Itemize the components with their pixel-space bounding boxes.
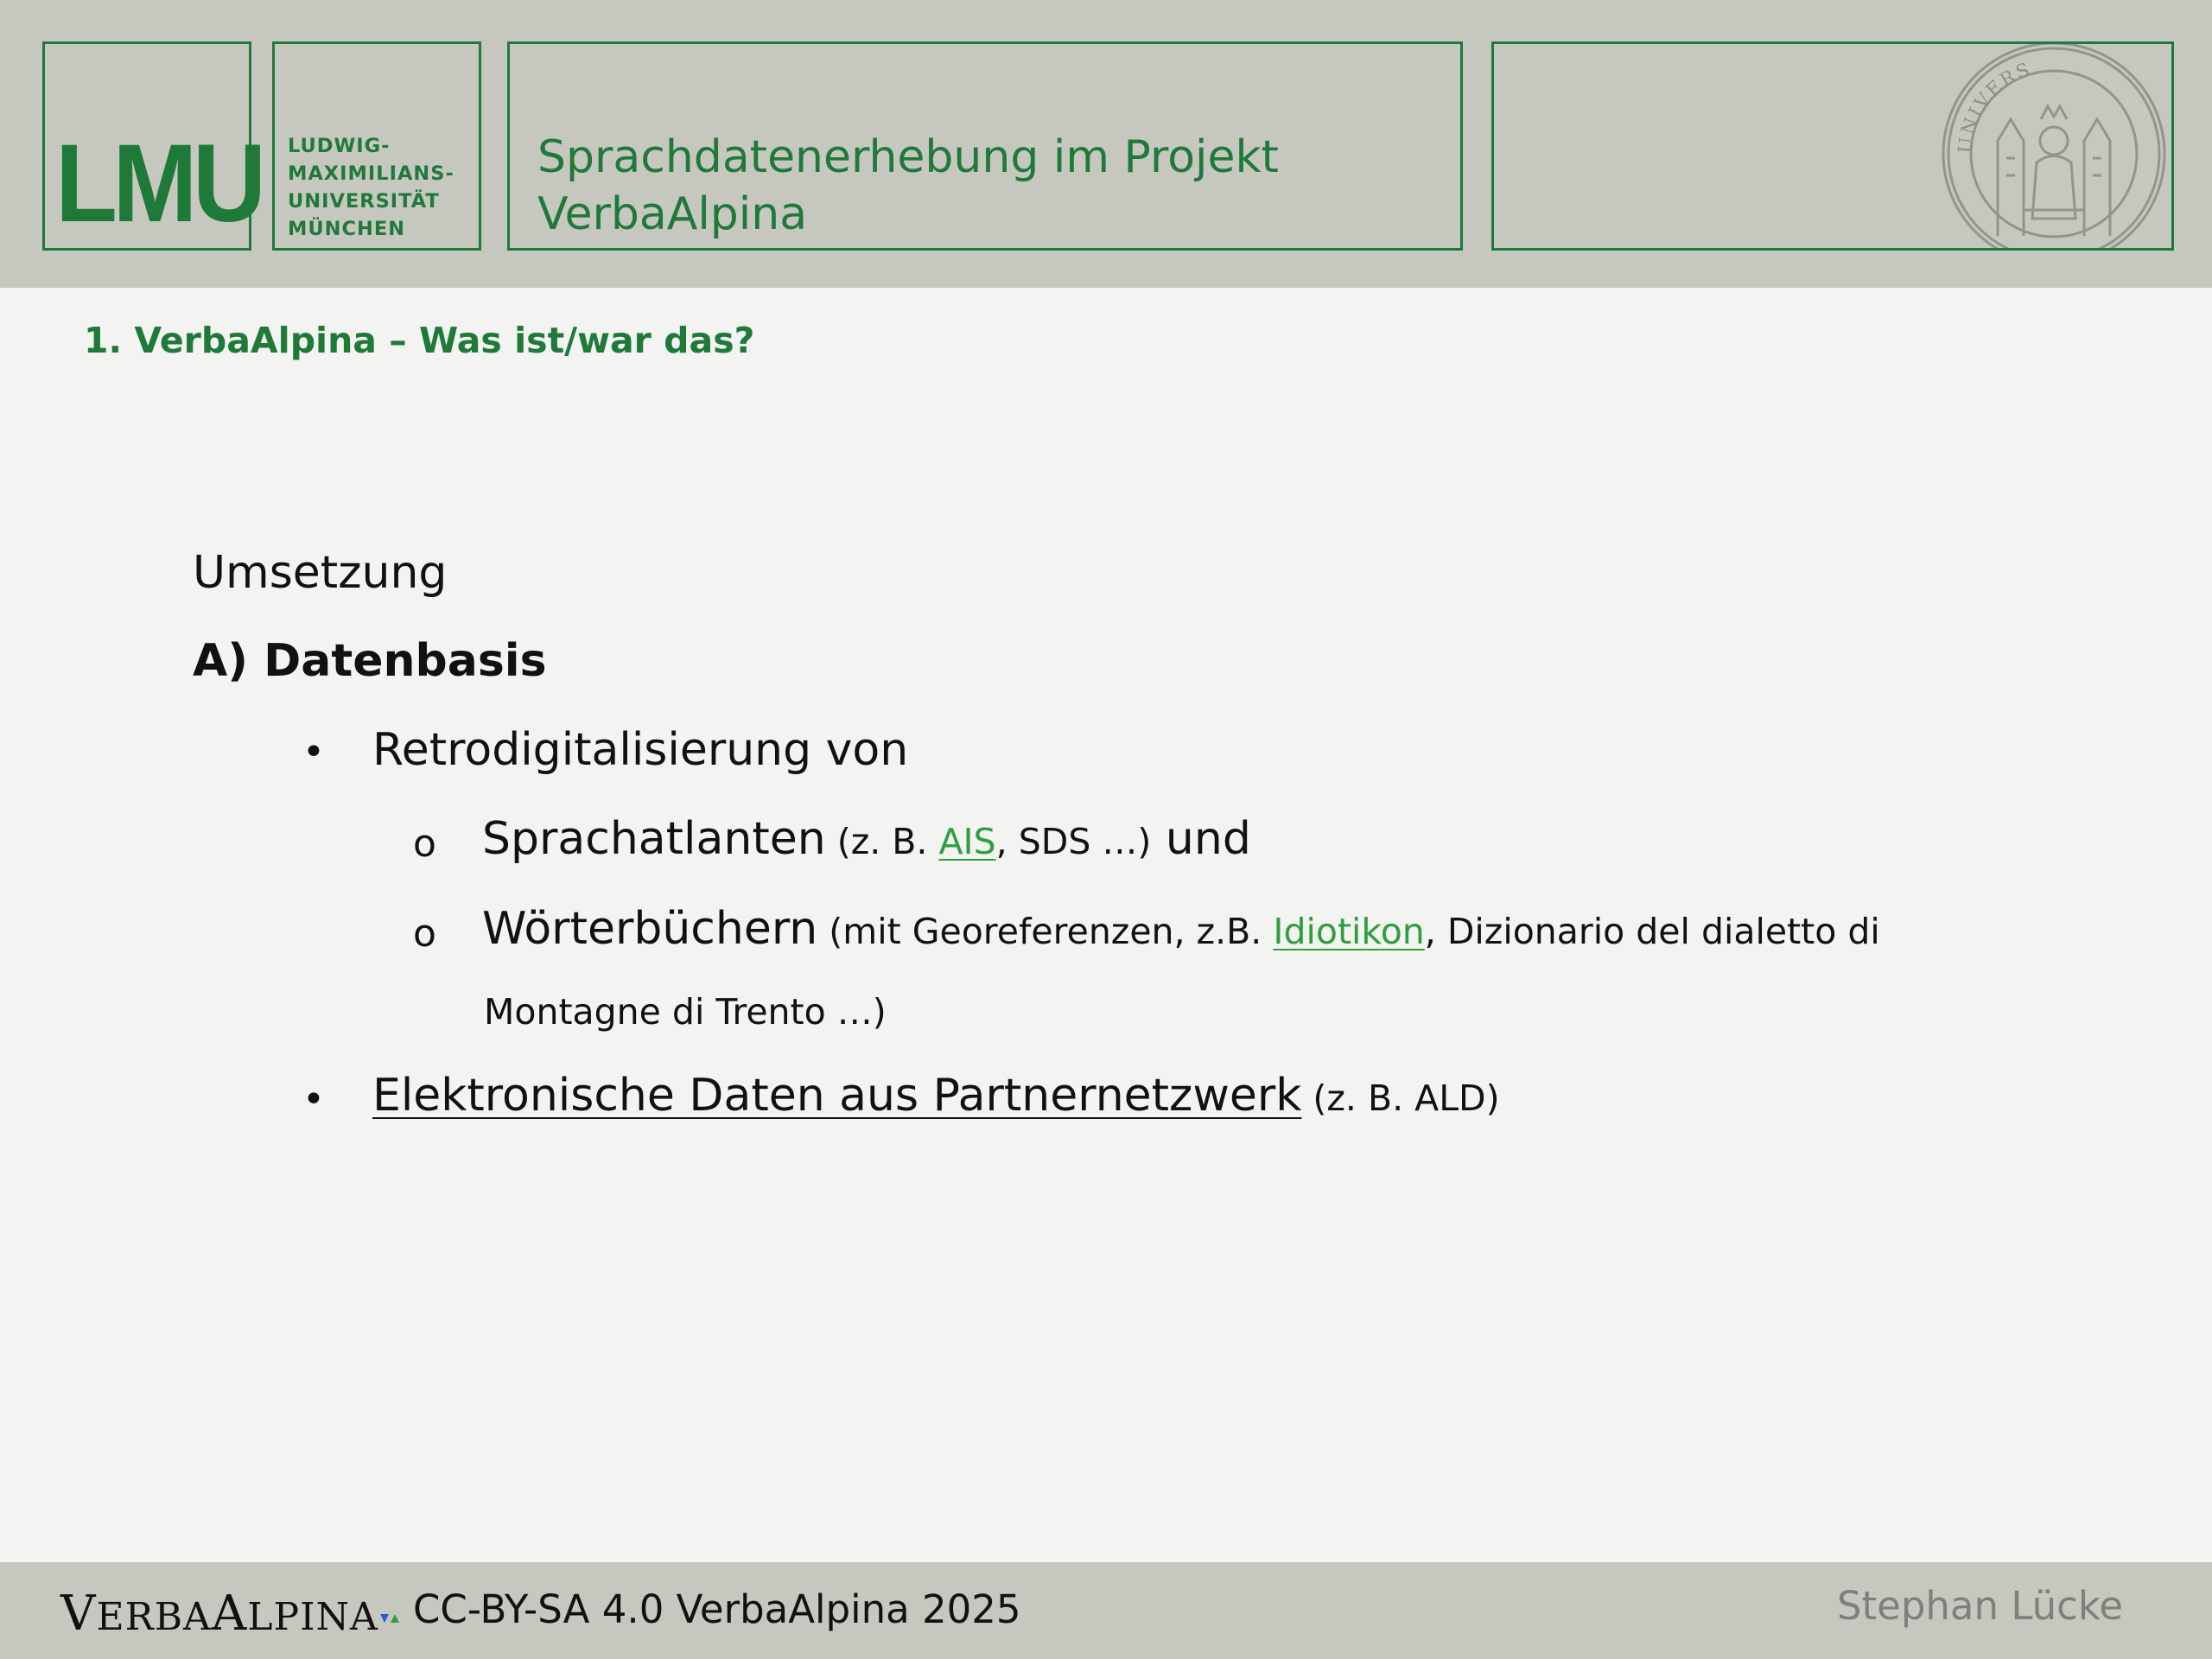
logo-part: A [211, 1586, 248, 1642]
seal-box [1491, 41, 2174, 251]
university-line: LUDWIG- [288, 135, 391, 157]
content-heading: Umsetzung [193, 547, 448, 599]
sub-bullet-icon: o [413, 822, 436, 866]
title-line: Sprachdatenerhebung im Projekt [537, 131, 1279, 183]
footer-author: Stephan Lücke [1836, 1583, 2123, 1629]
item-paren: (z. B. ALD) [1301, 1077, 1500, 1119]
idiotikon-link[interactable]: Idiotikon [1273, 911, 1425, 952]
bullet-icon: • [302, 1077, 325, 1122]
item-paren-rest: , Dizionario del dialetto di [1424, 911, 1880, 952]
item-paren: (z. B. [825, 821, 939, 862]
ais-link[interactable]: AIS [938, 821, 996, 862]
verbaalpina-logo[interactable] [60, 1584, 401, 1644]
seal-text: UNIVERS [1955, 59, 2035, 155]
university-line: MAXIMILIANS- [288, 162, 454, 185]
item-paren: (mit Georeferenzen, z.B. [817, 911, 1274, 952]
footer-license: CC-BY-SA 4.0 VerbaAlpina 2025 [413, 1586, 1021, 1632]
logo-part: LPINA [247, 1595, 378, 1639]
university-name-box [272, 41, 481, 251]
university-name [288, 132, 454, 243]
sub-bullet-sprachatlanten [482, 813, 1251, 865]
logo-triangle-icon [378, 1591, 401, 1617]
university-seal-icon [1937, 41, 2171, 251]
content-subheading: A) Datenbasis [193, 635, 547, 687]
sub-bullet-icon: o [413, 912, 436, 956]
partnernetzwerk-link[interactable]: Elektronische Daten aus Partnernetzwerk [372, 1070, 1302, 1122]
bullet-elektronische-daten [372, 1070, 1500, 1122]
lmu-logo-text: LMU [55, 122, 262, 245]
title-box [507, 41, 1463, 251]
item-main: Sprachatlanten [482, 813, 826, 865]
section-heading: 1. VerbaAlpina – Was ist/war das? [84, 320, 755, 361]
logo-part: V [60, 1586, 97, 1642]
university-line: UNIVERSITÄT [288, 190, 440, 213]
sub-bullet-woerterbuechern [482, 903, 1880, 955]
item-main: Wörterbüchern [482, 903, 818, 955]
logo-part: ERBA [96, 1595, 212, 1639]
sub-bullet-continuation: Montagne di Trento …) [484, 991, 887, 1033]
header-band [0, 0, 2212, 288]
lmu-logo[interactable] [42, 41, 262, 251]
title-line: VerbaAlpina [537, 188, 808, 240]
item-paren-rest: , SDS …) [995, 821, 1152, 862]
presentation-title [537, 129, 1279, 243]
item-tail: und [1151, 813, 1251, 865]
footer-band [0, 1562, 2212, 1659]
bullet-retrodigitalisierung: Retrodigitalisierung von [372, 724, 909, 776]
bullet-icon: • [302, 730, 325, 774]
university-line: MÜNCHEN [288, 218, 406, 240]
